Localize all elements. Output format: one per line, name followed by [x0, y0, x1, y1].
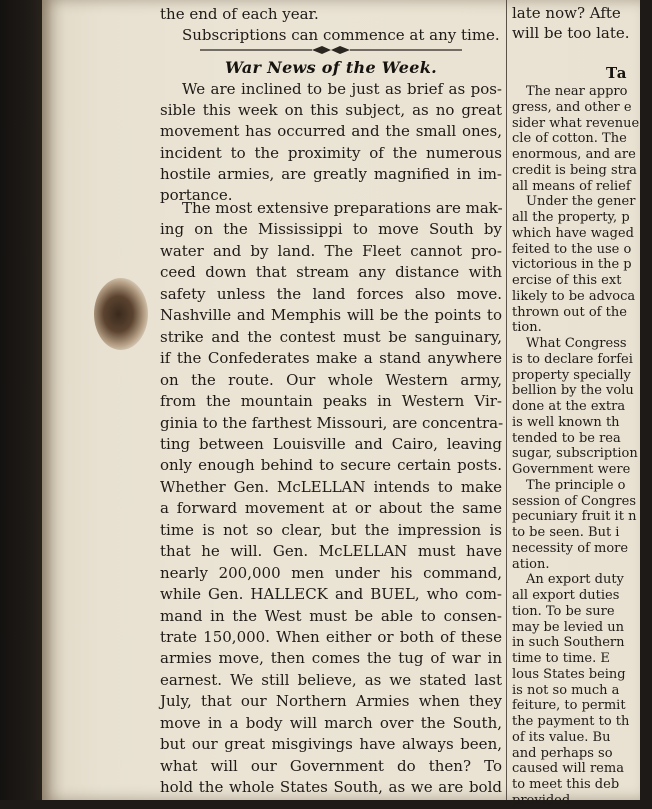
- right-column-line: to meet this deb: [512, 777, 620, 792]
- column-line: Subscriptions can commence at any time.: [182, 26, 500, 44]
- column-line: Whether Gen. McLELLAN intends to make: [160, 477, 502, 496]
- column-rule: [506, 0, 507, 800]
- right-column-line: is not so much a: [512, 682, 620, 698]
- right-column-line: victorious in the p: [512, 257, 632, 273]
- burn-stain: [94, 278, 148, 350]
- right-column-heading: Ta: [606, 64, 628, 82]
- right-column-line: is well known th: [512, 414, 620, 430]
- column-line: what will our Government do then? To: [160, 756, 502, 775]
- right-column-line: The principle o: [526, 477, 626, 493]
- column-line: but our great misgivings have always been,: [160, 735, 502, 754]
- right-column-line: late now? Afte: [512, 4, 621, 22]
- right-column-line: tion.: [512, 320, 542, 336]
- right-column-line: What Congress: [526, 336, 627, 351]
- right-column-line: feiture, to permit: [512, 698, 626, 714]
- main-column: [160, 0, 502, 800]
- right-column-line: provided: [512, 792, 571, 808]
- right-column-line: all the property, p: [512, 210, 630, 225]
- right-column-line: in such Southern: [512, 635, 625, 651]
- column-line: ting between Louisville and Cairo, leaving: [160, 434, 502, 453]
- column-line: move in a body will march over the South,: [160, 713, 502, 732]
- column-line: mand in the West must be able to consen-: [160, 606, 502, 625]
- right-column-line: The near appro: [526, 84, 628, 99]
- column-line: time is not so clear, but the impression is: [160, 520, 502, 539]
- right-column-line: necessity of more: [512, 540, 629, 556]
- right-column-line: tion. To be sure: [512, 603, 615, 619]
- right-column-line: of its value. Bu: [512, 729, 611, 745]
- column-line: incident to the proximity of the numerous: [160, 143, 502, 162]
- column-line: sible this week on this subject, as no great: [160, 101, 502, 120]
- right-column-line: to be seen. But i: [512, 525, 620, 540]
- right-column-line: likely to be advoca: [512, 288, 636, 304]
- column-line: a forward movement at or about the same: [160, 499, 502, 518]
- right-column-line: done at the extra: [512, 399, 626, 414]
- column-line: hostile armies, are greatly magnified in im-: [160, 164, 502, 183]
- column-line: if the Confederates make a stand anywhere: [160, 349, 502, 368]
- right-column-line: Government were: [512, 462, 631, 477]
- right-column-line: thrown out of the: [512, 304, 627, 320]
- article-headline: War News of the Week.: [225, 58, 437, 77]
- right-column-line: the payment to th: [512, 714, 630, 729]
- right-column-line: session of Congres: [512, 493, 637, 509]
- column-line: water and by land. The Fleet cannot pro-: [160, 241, 502, 260]
- right-column: [512, 0, 652, 808]
- column-line: safety unless the land forces also move.: [160, 284, 502, 303]
- right-column-line: enormous, and are: [512, 147, 636, 162]
- column-line: strike and the contest must be sanguinary,: [160, 327, 502, 346]
- right-column-line: caused will rema: [512, 761, 624, 777]
- right-column-line: and perhaps so: [512, 745, 613, 761]
- column-line: trate 150,000. When either or both of these: [160, 628, 502, 646]
- right-column-line: lous States being: [512, 666, 626, 682]
- right-column-line: An export duty: [526, 572, 624, 588]
- column-line: ceed down that stream any distance with: [160, 263, 502, 282]
- column-line: from the mountain peaks in Western Vir-: [160, 392, 502, 411]
- right-column-line: cle of cotton. The: [512, 131, 627, 147]
- column-line: that he will. Gen. McLELLAN must have: [160, 542, 502, 561]
- column-line: on the route. Our whole Western army,: [160, 370, 502, 389]
- column-line: armies move, then comes the tug of war in: [160, 649, 502, 668]
- right-column-line: property specially: [512, 367, 631, 383]
- right-column-line: ercise of this ext: [512, 273, 622, 288]
- column-line: nearly 200,000 men under his command,: [160, 563, 502, 582]
- right-column-line: all export duties: [512, 588, 620, 603]
- right-column-line: is to declare forfei: [512, 351, 633, 367]
- column-line: hold the whole States South, as we are bold: [160, 778, 502, 797]
- column-line: only enough behind to secure certain posts.: [160, 456, 502, 475]
- right-column-line: which have waged: [512, 225, 634, 241]
- right-column-line: Under the gener: [526, 194, 636, 210]
- right-column-line: sugar, subscription: [512, 446, 638, 462]
- column-line: July, that our Northern Armies when they: [160, 692, 502, 711]
- column-line: ginia to the farthest Missouri, are concentra-: [160, 413, 504, 432]
- right-column-line: tended to be rea: [512, 430, 621, 446]
- right-column-line: credit is being stra: [512, 162, 637, 178]
- right-column-line: ation.: [512, 556, 550, 572]
- column-line: the end of each year.: [160, 5, 319, 23]
- right-column-line: will be too late.: [512, 24, 630, 42]
- column-line: ing on the Mississippi to move South by: [160, 220, 502, 239]
- right-column-line: sider what revenue: [512, 115, 640, 131]
- column-line: Nashville and Memphis will be the points to: [160, 306, 502, 325]
- right-column-line: all means of relief: [512, 178, 631, 194]
- right-column-line: pecuniary fruit it n: [512, 509, 637, 525]
- book-binding-edge: [0, 0, 44, 800]
- right-column-line: feited to the use o: [512, 241, 632, 257]
- right-column-line: bellion by the volu: [512, 383, 634, 399]
- column-line: earnest. We still believe, as we stated last: [160, 670, 502, 689]
- column-line: movement has occurred and the small ones,: [160, 122, 502, 141]
- right-column-line: may be levied un: [512, 619, 624, 635]
- column-line: portance.: [160, 186, 233, 204]
- column-line: while Gen. HALLECK and BUEL, who com-: [160, 585, 502, 604]
- column-line: We are inclined to be just as brief as pos-: [182, 80, 502, 98]
- column-line: The most extensive preparations are mak-: [182, 199, 503, 217]
- right-column-line: gress, and other e: [512, 99, 632, 115]
- right-column-line: time to time. E: [512, 651, 610, 666]
- ornamental-rule: [200, 42, 462, 58]
